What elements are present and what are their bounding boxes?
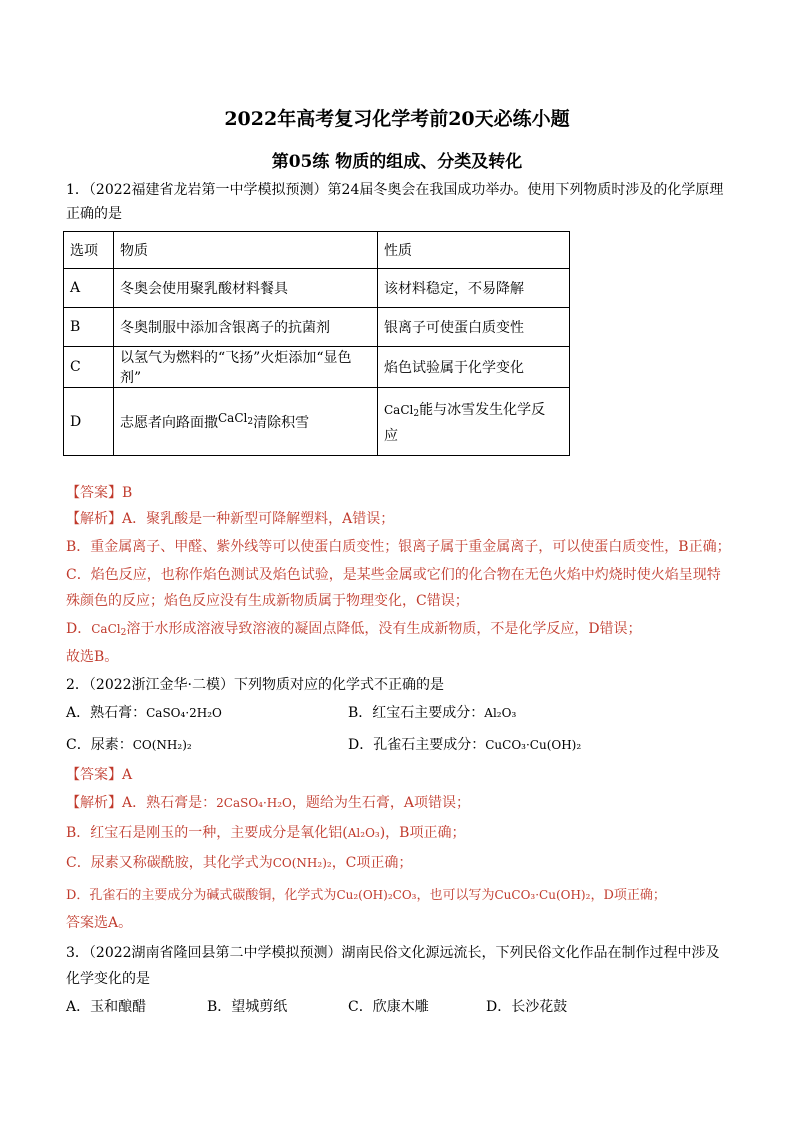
q1-conclusion: 故选B。: [66, 649, 119, 665]
q2-option-a: A．熟石膏：CaSO₄·2H₂O: [66, 705, 222, 721]
table-cell: 银离子可使蛋白质变性: [378, 308, 570, 347]
q3-option-a: A．玉和酿醋: [66, 999, 147, 1015]
table-cell: A: [64, 269, 114, 308]
cell-text: 清除积雪: [253, 415, 310, 431]
q3-stem-line1: 3．（2022湖南省隆回县第二中学模拟预测）湖南民俗文化源远流长，下列民俗文化作品在制作过程中涉及: [66, 945, 720, 961]
formula-cacl2: CaCl$_2$: [91, 622, 127, 638]
q1-stem-line2: 正确的是: [66, 206, 122, 222]
table-row: [64, 347, 570, 388]
cell-text: 应: [384, 427, 398, 444]
q2-answer: 【答案】A: [66, 767, 133, 783]
table-row: [64, 269, 570, 308]
q2-option-c: C．尿素：CO(NH₂)₂: [66, 737, 192, 753]
q1-analysis-a: 【解析】A．聚乳酸是一种新型可降解塑料，A错误；: [66, 511, 395, 527]
table-cell: [114, 388, 378, 456]
table-cell: 冬奥会使用聚乳酸材料餐具: [114, 269, 378, 308]
q1-analysis-b: B．重金属离子、甲醛、紫外线等可以使蛋白质变性；银离子属于重金属离子，可以使蛋白质变性，B正确；: [66, 539, 731, 555]
document-title: 2022年高考复习化学考前20天必练小题: [224, 108, 570, 130]
q1-stem-line1: 1．（2022福建省龙岩第一中学模拟预测）第24届冬奥会在我国成功举办。使用下列物质时涉及的化学原理: [66, 182, 724, 198]
table-cell: 以氢气为燃料的“飞扬”火炬添加“显色剂”: [114, 347, 378, 388]
q1-answer: 【答案】B: [66, 485, 133, 501]
table-cell: [378, 388, 570, 456]
q2-option-d: D．孔雀石主要成分：CuCO₃·Cu(OH)₂: [348, 737, 582, 753]
q2-analysis-a: 【解析】A．熟石膏是：2CaSO₄·H₂O，题给为生石膏，A项错误；: [66, 795, 471, 811]
table-cell: D: [64, 388, 114, 456]
table-cell: 该材料稳定，不易降解: [378, 269, 570, 308]
cell-text: 能与冰雪发生化学反: [419, 401, 546, 418]
q1-options-table: [63, 231, 570, 456]
table-cell: B: [64, 308, 114, 347]
document-subtitle: 第05练 物质的组成、分类及转化: [271, 152, 523, 172]
table-row: [64, 308, 570, 347]
q2-option-b: B．红宝石主要成分：Al₂O₃: [348, 705, 517, 721]
cell-text: 志愿者向路面撒: [120, 415, 218, 431]
table-row: [64, 388, 570, 456]
q2-analysis-d: D．孔雀石的主要成分为碱式碳酸铜，化学式为Cu₂(OH)₂CO₃，也可以写为CuCO₃·Cu(OH)₂，D项正确；: [66, 888, 666, 903]
table-cell: 焰色试验属于化学变化: [378, 347, 570, 388]
q3-stem-line2: 化学变化的是: [66, 971, 150, 987]
q1-analysis-c1: C．焰色反应，也称作焰色测试及焰色试验，是某些金属或它们的化合物在无色火焰中灼烧时使火焰呈现特: [66, 567, 721, 583]
q2-analysis-b: B．红宝石是刚玉的一种，主要成分是氧化铝(Al₂O₃)，B项正确；: [66, 825, 466, 841]
q2-stem: 2．（2022浙江金华·二模）下列物质对应的化学式不正确的是: [66, 677, 444, 693]
table-cell: C: [64, 347, 114, 388]
table-cell: 冬奥制服中添加含银离子的抗菌剂: [114, 308, 378, 347]
table-header-cell: 性质: [378, 232, 570, 269]
q2-analysis-c: C．尿素又称碳酰胺，其化学式为CO(NH₂)₂，C项正确；: [66, 855, 413, 871]
q1-analysis-c2: 殊颜色的反应；焰色反应没有生成新物质属于物理变化，C错误；: [66, 593, 469, 609]
formula-cacl2: CaCl$_2$: [218, 411, 254, 427]
table-header-cell: 物质: [114, 232, 378, 269]
q2-conclusion: 答案选A。: [66, 915, 133, 931]
table-header-row: [64, 232, 570, 269]
table-header-cell: 选项: [64, 232, 114, 269]
q3-option-d: D．长沙花鼓: [486, 999, 568, 1015]
q3-option-b: B．望城剪纸: [207, 999, 288, 1015]
q3-option-c: C．欣康木雕: [348, 999, 429, 1015]
formula-cacl2: CaCl$_2$: [384, 402, 420, 419]
q1-analysis-d: D．CaCl$_2$溶于水形成溶液导致溶液的凝固点降低，没有生成新物质，不是化学反应，D错误；: [66, 621, 642, 638]
